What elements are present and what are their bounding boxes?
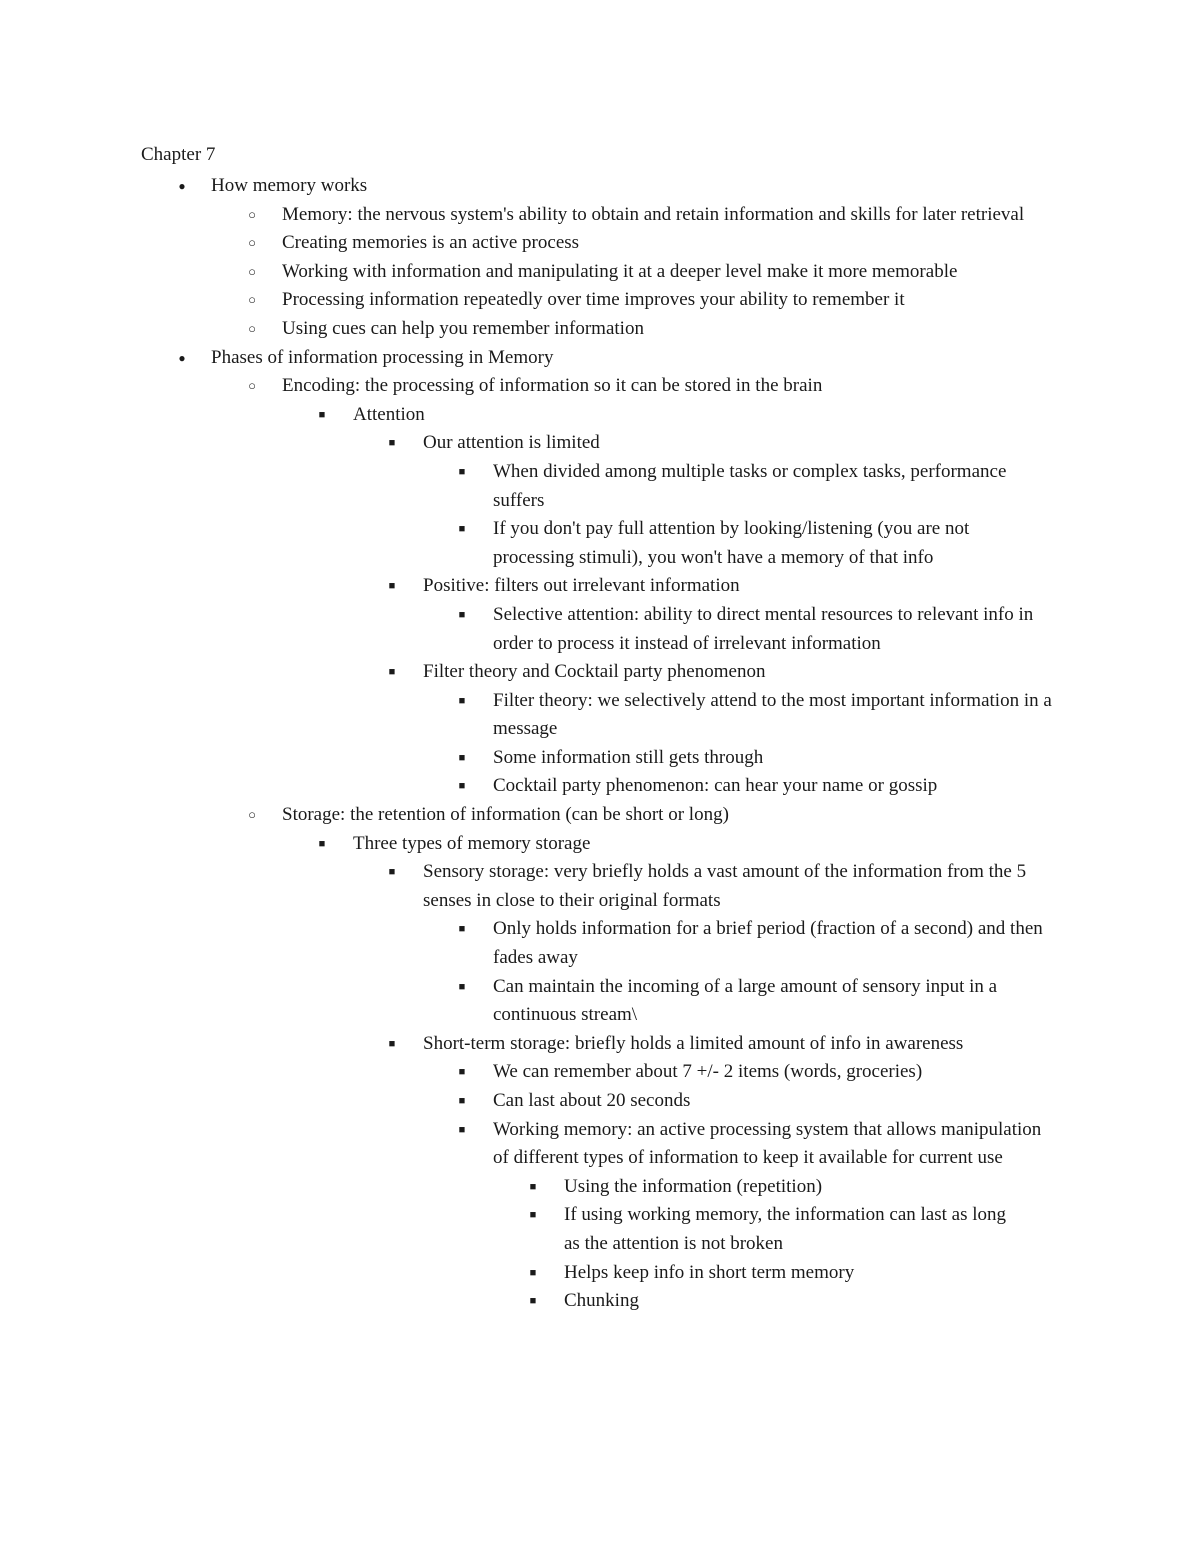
- outline-item-text: We can remember about 7 +/- 2 items (words, groceries): [493, 1061, 923, 1083]
- bullet-icon: ■: [458, 694, 466, 707]
- bullet-icon: ■: [458, 608, 466, 621]
- outline-item-text: Cocktail party phenomenon: can hear your name or gossip: [493, 775, 938, 797]
- outline-item: [0, 401, 1090, 430]
- outline-item-text: Working memory: an active processing system that allows manipulation of different types of information to keep it available for current use: [493, 1118, 1042, 1169]
- outline-item-text: Encoding: the processing of information so it can be stored in the brain: [282, 375, 823, 397]
- outline-item-text: Using the information (repetition): [564, 1175, 823, 1197]
- outline-item-text: Positive: filters out irrelevant information: [423, 575, 740, 597]
- outline-item: [0, 572, 1090, 601]
- document-title: Chapter 7: [141, 144, 216, 165]
- outline-item-text: Phases of information processing in Memory: [211, 346, 554, 368]
- outline-item-text: Can maintain the incoming of a large amount of sensory input in a continuous stream\: [493, 975, 998, 1026]
- outline-item: [0, 658, 1090, 687]
- bullet-icon: ○: [248, 235, 256, 251]
- outline-item-text: Our attention is limited: [423, 432, 600, 454]
- bullet-icon: ■: [458, 780, 466, 793]
- outline-item-text: Can last about 20 seconds: [493, 1090, 691, 1111]
- outline-item: [0, 344, 1090, 373]
- outline-item: [0, 772, 1090, 801]
- outline-item: [0, 315, 1090, 344]
- outline-item-text: Storage: the retention of information (can be short or long): [282, 804, 729, 826]
- bullet-icon: ■: [458, 980, 466, 993]
- outline-item: [0, 744, 1090, 773]
- bullet-icon: ■: [388, 866, 396, 879]
- outline-item-text: Filter theory: we selectively attend to the most important information in a message: [493, 689, 1052, 740]
- bullet-icon: ■: [458, 1095, 466, 1107]
- bullet-icon: ○: [248, 292, 256, 308]
- outline-list: [0, 172, 1200, 1316]
- outline-item: [0, 1030, 1090, 1059]
- outline-item-text: Using cues can help you remember information: [282, 317, 644, 339]
- outline-item: [0, 515, 1090, 572]
- outline-item: [0, 915, 1090, 972]
- outline-item: [0, 801, 1090, 830]
- outline-item: [0, 172, 1090, 201]
- bullet-icon: ■: [458, 751, 466, 764]
- outline-item-text: Only holds information for a brief period (fraction of a second) and then fades away: [493, 918, 1043, 969]
- bullet-icon: ○: [248, 206, 256, 222]
- outline-item: [0, 429, 1090, 458]
- outline-item-text: Creating memories is an active process: [282, 232, 580, 254]
- outline-item-text: Some information still gets through: [493, 746, 764, 768]
- outline-item: [0, 1173, 1090, 1202]
- bullet-icon: ○: [248, 263, 256, 279]
- outline-item: [0, 286, 1090, 315]
- bullet-icon: ■: [388, 580, 396, 593]
- outline-item: [0, 1287, 1090, 1316]
- outline-item: [0, 372, 1090, 401]
- outline-item: [0, 258, 1090, 287]
- bullet-icon: ■: [388, 1037, 396, 1050]
- bullet-icon: ■: [458, 1066, 466, 1079]
- outline-item-text: Working with information and manipulating it at a deeper level make it more memorable: [282, 260, 958, 282]
- outline-item: [0, 858, 1090, 915]
- bullet-icon: ■: [529, 1180, 537, 1193]
- outline-item: [0, 687, 1090, 744]
- outline-item-text: Short-term storage: briefly holds a limited amount of info in awareness: [423, 1032, 964, 1054]
- outline-item-text: Selective attention: ability to direct mental resources to relevant info in order to process it instead of irrelevant information: [493, 603, 1034, 654]
- bullet-icon: ■: [458, 1123, 466, 1136]
- outline-item: [0, 458, 1090, 515]
- bullet-icon: ●: [178, 350, 186, 365]
- bullet-icon: ●: [178, 179, 186, 193]
- bullet-icon: ■: [458, 465, 466, 478]
- outline-item: [0, 1087, 1090, 1116]
- outline-item: [0, 973, 1090, 1030]
- outline-item-text: Memory: the nervous system's ability to obtain and retain information and skills for later retrieval: [282, 203, 1025, 225]
- outline-item-text: Attention: [353, 403, 425, 425]
- outline-item: [0, 1259, 1090, 1288]
- outline-item-text: Processing information repeatedly over time improves your ability to remember it: [282, 289, 905, 311]
- bullet-icon: ■: [458, 523, 466, 536]
- outline-item-text: Helps keep info in short term memory: [564, 1261, 855, 1283]
- bullet-icon: ○: [248, 320, 256, 336]
- outline-item: [0, 830, 1090, 859]
- bullet-icon: ■: [318, 408, 326, 421]
- outline-item-text: When divided among multiple tasks or complex tasks, performance suffers: [493, 460, 1007, 511]
- outline-item-text: If using working memory, the information can last as long as the attention is not broken: [564, 1204, 1007, 1254]
- bullet-icon: ■: [529, 1295, 537, 1308]
- outline-item-text: Sensory storage: very briefly holds a vast amount of the information from the 5 senses in close to their original formats: [423, 861, 1027, 911]
- outline-item-text: Chunking: [564, 1290, 639, 1312]
- bullet-icon: ■: [318, 837, 326, 850]
- outline-item: [0, 1058, 1090, 1087]
- outline-item-text: If you don't pay full attention by looking/listening (you are not processing stimuli), you won't have a memory of that info: [493, 518, 970, 568]
- bullet-icon: ○: [248, 378, 256, 394]
- outline-item-text: Three types of memory storage: [353, 832, 591, 854]
- outline-item: [0, 601, 1090, 658]
- outline-item: [0, 229, 1090, 258]
- bullet-icon: ■: [388, 666, 396, 679]
- bullet-icon: ■: [458, 923, 466, 936]
- outline-item: [0, 1116, 1090, 1173]
- outline-item: [0, 1201, 1090, 1258]
- outline-item: [0, 201, 1090, 230]
- outline-item-text: How memory works: [211, 175, 368, 196]
- bullet-icon: ■: [529, 1266, 537, 1279]
- bullet-icon: ○: [248, 807, 256, 823]
- bullet-icon: ■: [529, 1209, 537, 1222]
- bullet-icon: ■: [388, 437, 396, 450]
- outline-item-text: Filter theory and Cocktail party phenomenon: [423, 661, 766, 683]
